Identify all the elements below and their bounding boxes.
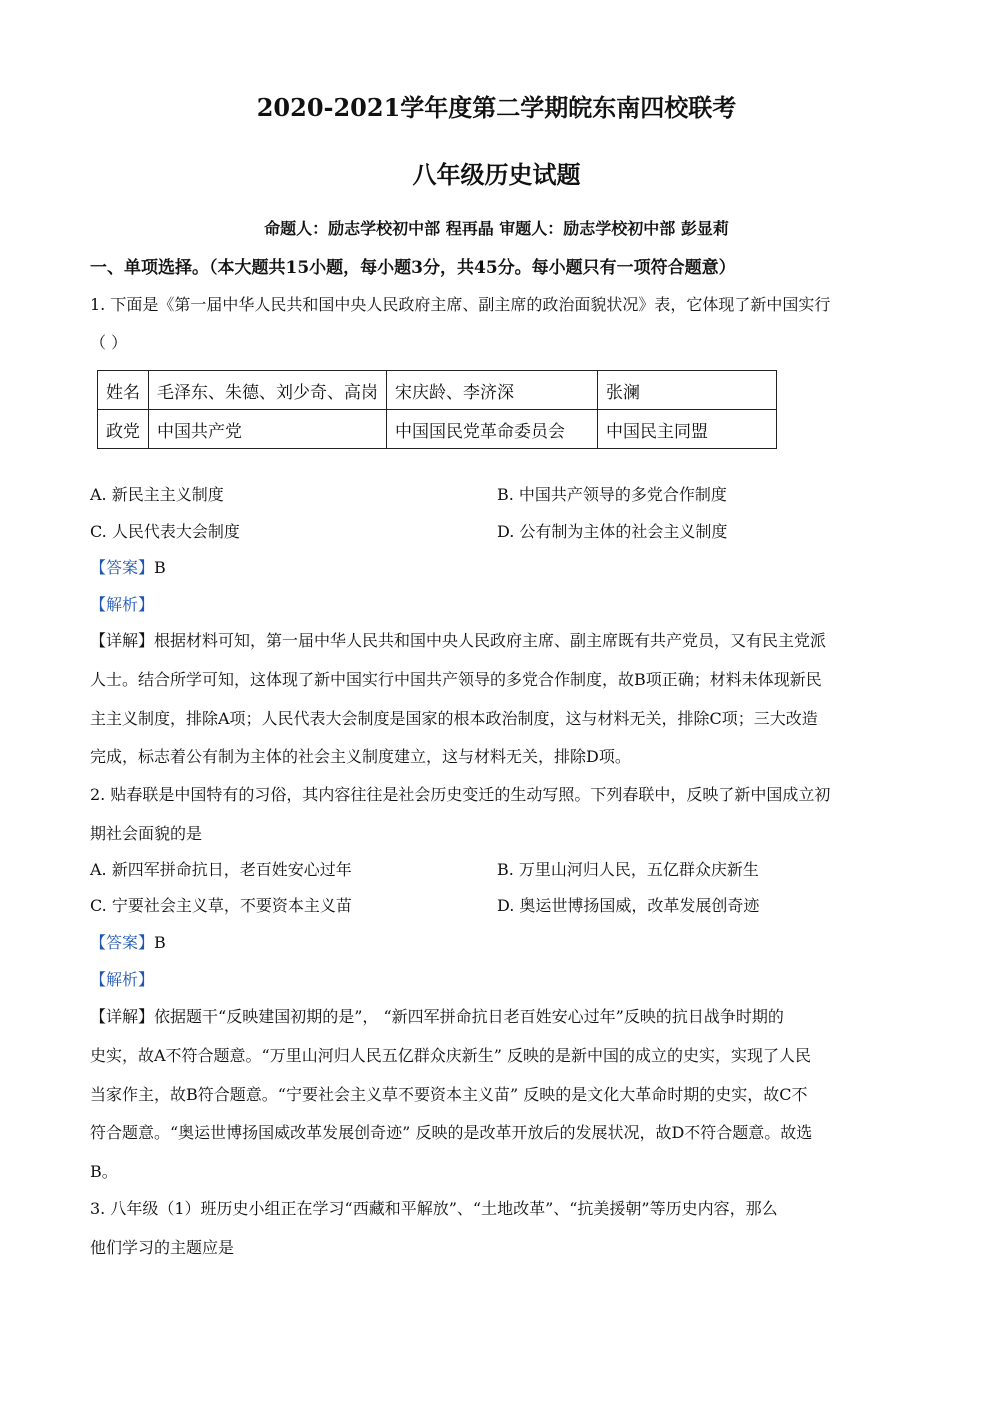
q1-option-d: D. 公有制为主体的社会主义制度 (497, 522, 728, 541)
q1-option-b: B. 中国共产领导的多党合作制度 (497, 485, 727, 504)
q2-option-b: B. 万里山河归人民，五亿群众庆新生 (497, 860, 759, 879)
detail-tag: 【详解】 (90, 631, 155, 650)
q2-stem-line2: 期社会面貌的是 (90, 824, 203, 843)
table-row (98, 371, 777, 410)
table-cell: 中国民主同盟 (598, 410, 777, 449)
q1-detail-line2: 人士。结合所学可知，这体现了新中国实行中国共产领导的多党合作制度，故B项正确；材料未体现新民 (90, 670, 822, 689)
q2-stem-line1: 2. 贴春联是中国特有的习俗，其内容往往是社会历史变迁的生动写照。下列春联中，反映了新中国成立初 (90, 785, 831, 804)
table-cell: 张澜 (598, 371, 777, 410)
detail-tag: 【详解】 (90, 1007, 155, 1026)
table-cell: 政党 (98, 410, 149, 449)
answer-value: B (154, 933, 166, 952)
q1-option-a: A. 新民主主义制度 (90, 485, 224, 504)
answer-tag: 【答案】 (90, 933, 155, 952)
detail-text: 依据题干“反映建国初期的是”， “新四军拼命抗日老百姓安心过年”反映的抗日战争时期的 (154, 1007, 784, 1026)
q1-option-c: C. 人民代表大会制度 (90, 522, 240, 541)
table-cell: 毛泽东、朱德、刘少奇、高岗 (149, 371, 387, 410)
table-cell: 中国国民党革命委员会 (387, 410, 598, 449)
q1-stem-line1: 1. 下面是《第一届中华人民共和国中央人民政府主席、副主席的政治面貌状况》表，它体现了新中国实行 (90, 295, 831, 314)
answer-value: B (154, 558, 166, 577)
q2-analysis-tag: 【解析】 (90, 970, 155, 989)
q1-answer (90, 555, 166, 578)
q1-detail-line4: 完成，标志着公有制为主体的社会主义制度建立，这与材料无关，排除D项。 (90, 747, 631, 766)
q2-option-d: D. 奥运世博扬国威，改革发展创奇迹 (497, 896, 760, 915)
exam-subtitle: 八年级历史试题 (412, 160, 581, 189)
q1-table (97, 370, 777, 449)
q2-detail-line2: 史实，故A不符合题意。“万里山河归人民五亿群众庆新生” 反映的是新中国的成立的史实，实现了人民 (90, 1046, 812, 1065)
q1-detail-line3: 主主义制度，排除A项；人民代表大会制度是国家的根本政治制度，这与材料无关，排除C项；三大改造 (90, 709, 818, 728)
table-cell: 姓名 (98, 371, 149, 410)
q1-detail-line1 (90, 628, 826, 651)
q2-detail-line1 (90, 1004, 784, 1027)
exam-title: 2020-2021学年度第二学期皖东南四校联考 (256, 93, 737, 122)
q2-answer (90, 930, 166, 953)
q2-detail-line3: 当家作主，故B符合题意。“宁要社会主义草不要资本主义苗” 反映的是文化大革命时期的史实，故C不 (90, 1085, 808, 1104)
section-heading: 一、单项选择。（本大题共15小题，每小题3分，共45分。每小题只有一项符合题意） (90, 258, 736, 278)
q1-stem-line2: （ ） (90, 333, 128, 352)
q2-detail-line5: B。 (90, 1162, 118, 1181)
table-row (98, 410, 777, 449)
q3-stem-line2: 他们学习的主题应是 (90, 1238, 235, 1257)
detail-text: 根据材料可知，第一届中华人民共和国中央人民政府主席、副主席既有共产党员，又有民主党派 (154, 631, 827, 650)
q1-analysis-tag: 【解析】 (90, 595, 155, 614)
q3-stem-line1: 3. 八年级（1）班历史小组正在学习“西藏和平解放”、“土地改革”、“抗美援朝”等历史内容，那么 (90, 1199, 778, 1218)
table-cell: 中国共产党 (149, 410, 387, 449)
q2-option-a: A. 新四军拼命抗日，老百姓安心过年 (90, 860, 352, 879)
q2-detail-line4: 符合题意。“奥运世博扬国威改革发展创奇迹” 反映的是改革开放后的发展状况，故D不符合题意。故选 (90, 1123, 813, 1142)
q2-option-c: C. 宁要社会主义草，不要资本主义苗 (90, 896, 352, 915)
byline: 命题人：励志学校初中部 程再晶 审题人：励志学校初中部 彭显莉 (264, 219, 729, 238)
table-cell: 宋庆龄、李济深 (387, 371, 598, 410)
answer-tag: 【答案】 (90, 558, 155, 577)
